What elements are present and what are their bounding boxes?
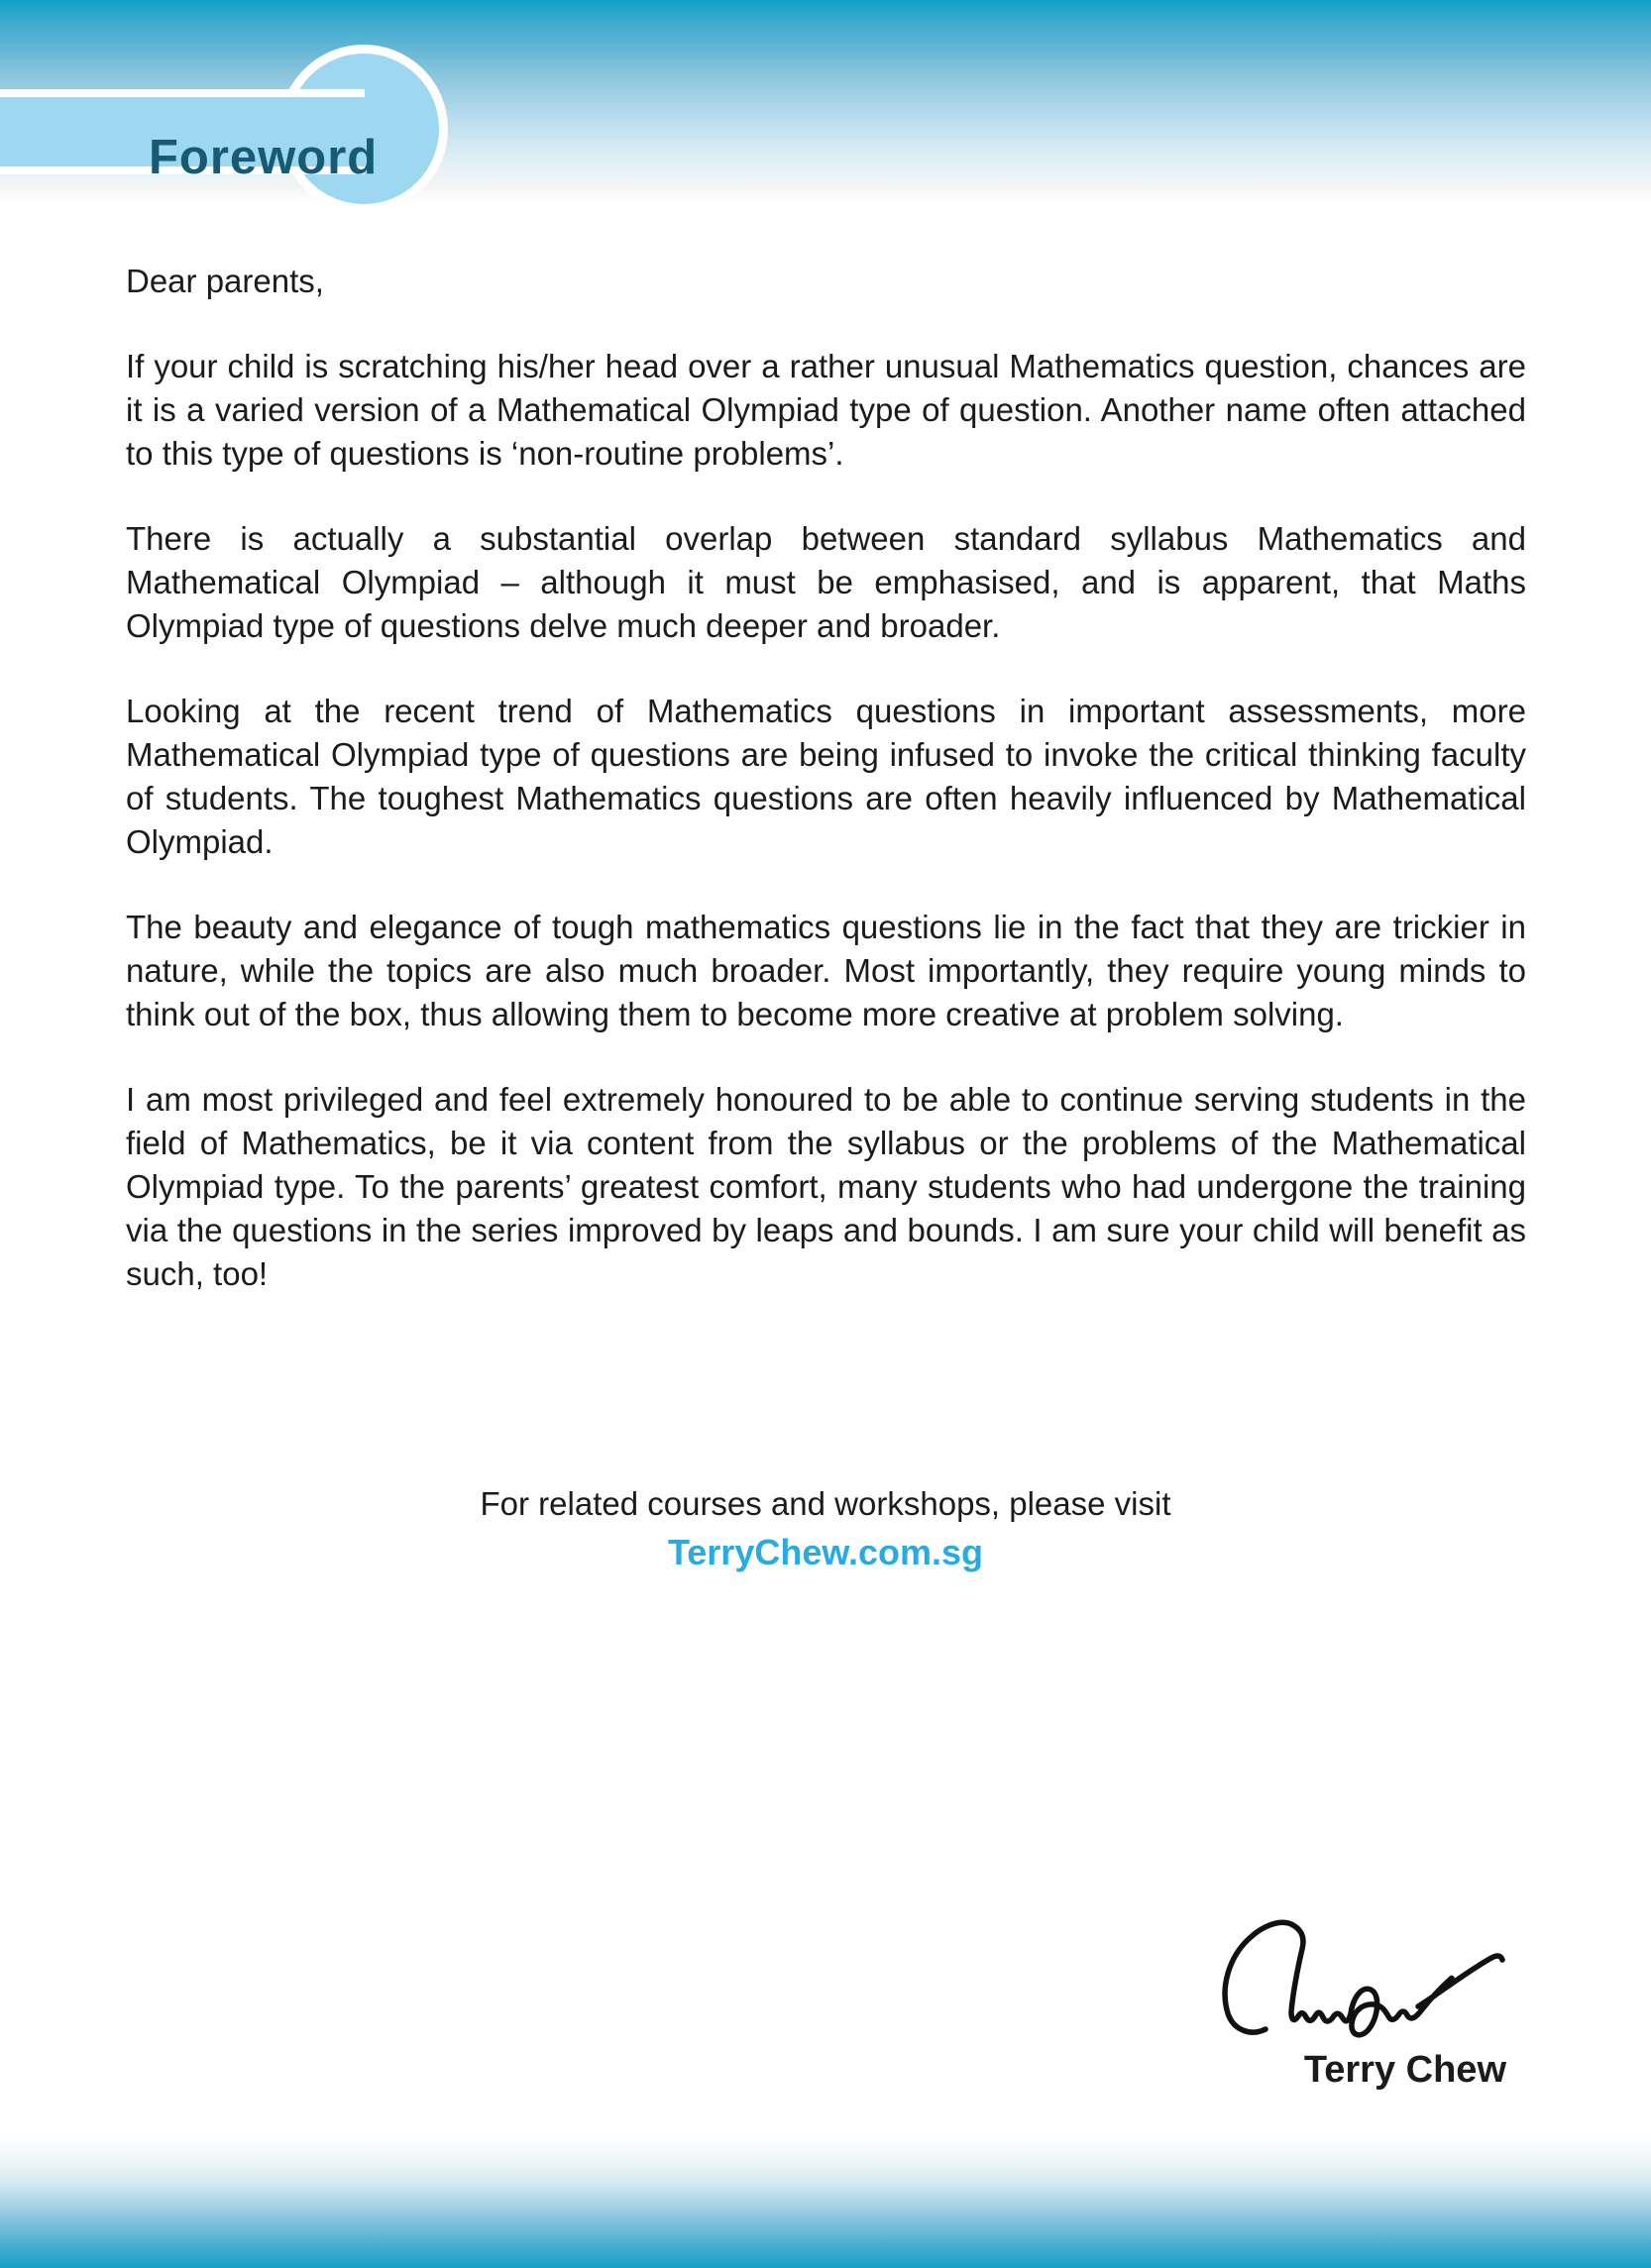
foreword-letter xyxy=(126,260,1526,1338)
terrychew-website-link[interactable]: TerryChew.com.sg xyxy=(667,1532,984,1572)
page-title: Foreword xyxy=(149,130,379,184)
paragraph-5: I am most privileged and feel extremely honoured to be able to continue serving students in the field of Mathematics, be it via content from the syllabus or the problems of the Mathematical Olympiad type. To the parents’ greatest comfort, many students who had undergone the training via the questions in the series improved by leaps and bounds. I am sure your child will benefit as such, too! xyxy=(126,1081,1526,1292)
courses-callout-text: For related courses and workshops, please visit xyxy=(480,1485,1171,1522)
courses-callout xyxy=(0,1482,1651,1573)
footer-gradient-band xyxy=(0,2137,1651,2268)
paragraph-3: Looking at the recent trend of Mathematics questions in important assessments, more Mathematical Olympiad type of questions are being infused to invoke the critical thinking faculty of students. The toughest Mathematics questions are often heavily influenced by Mathematical Olympiad. xyxy=(126,693,1526,860)
paragraph-4: The beauty and elegance of tough mathematics questions lie in the fact that they are trickier in nature, while the topics are also much broader. Most importantly, they require young minds to think out of the box, thus allowing them to become more creative at problem solving. xyxy=(126,909,1526,1032)
paragraph-1: If your child is scratching his/her head over a rather unusual Mathematics question, chances are it is a varied version of a Mathematical Olympiad type of question. Another name often attached to this type of questions is ‘non-routine problems’. xyxy=(126,348,1526,472)
header-gradient-band xyxy=(0,0,1651,236)
signature-image xyxy=(1214,1910,1511,2054)
signature-name: Terry Chew xyxy=(1303,2049,1506,2091)
salutation: Dear parents, xyxy=(126,263,324,299)
paragraph-2: There is actually a substantial overlap between standard syllabus Mathematics and Mathematical Olympiad – although it must be emphasised, and is apparent, that Maths Olympiad type of questions delve much deeper and broader. xyxy=(126,520,1526,644)
